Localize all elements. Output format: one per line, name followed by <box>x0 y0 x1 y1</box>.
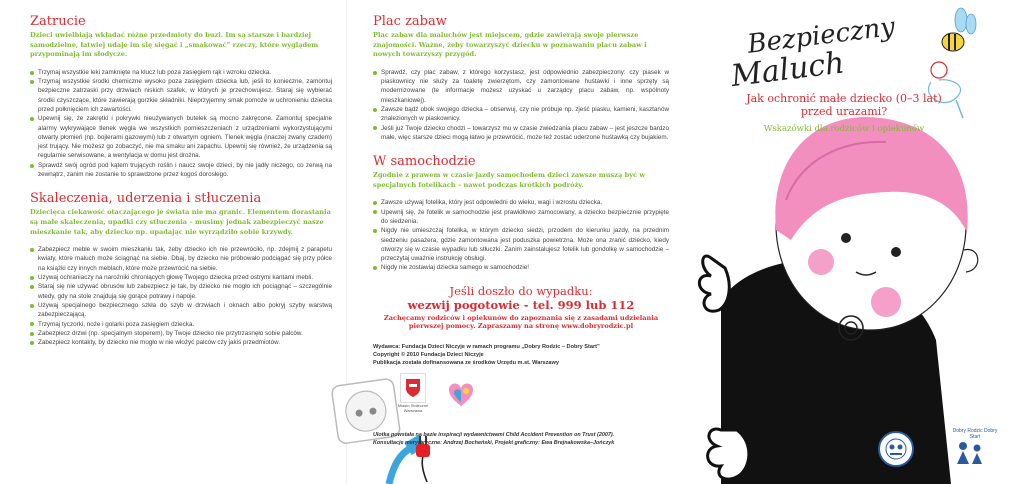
tip-list <box>373 68 669 142</box>
list-item: Trzymaj tyczorki, noże i golarki poza zasięgiem dziecka. <box>30 320 332 329</box>
list-item: Sprawdź swój ogród pod kątem trujących roślin i naucz swoje dzieci, by nie jadły niczego, co zerwą na zewnątrz, zanim nie zostanie to sprawdzone przez kogoś dorosłego. <box>30 161 332 180</box>
section-poisoning <box>30 14 332 179</box>
section-lead: Dzieci uwielbiają wkładać różne przedmioty do buzi. Im są starsze i bardziej samodzielne, łatwiej udaje im się sięgać i „smakować” rzeczy, które wyglądem przypominają im słodycze. <box>30 31 319 59</box>
dobry-rodzic-caption: Dobry Rodzic Dobry Start <box>952 428 998 440</box>
publisher-line: Wydawca: Fundacja Dzieci Niczyje w ramach programu „Dobry Rodzic – Dobry Start” <box>373 343 600 350</box>
emergency-heading: Jeśli doszło do wypadku: <box>449 283 593 298</box>
tip-list <box>30 245 332 347</box>
section-title: Plac zabaw <box>373 14 447 29</box>
list-item: Trzymaj wszystkie leki zamknięte na klucz lub poza zasięgiem rąk i wzroku dziecka. <box>30 68 332 77</box>
fdn-logo-icon <box>877 430 915 468</box>
section-car <box>373 154 669 273</box>
colorful-logo-icon <box>447 382 475 413</box>
credits <box>373 431 614 447</box>
list-item: Używaj specjalnego bezpiecznego szkła do szyb w drzwiach i oknach albo pokryj szyby warstwą zabezpieczającą. <box>30 301 332 320</box>
cover-subtitle: Jak ochronić małe dziecko (0–3 lat) przed urazami? <box>746 92 942 118</box>
warsaw-logo-caption: Miasto Stołeczne Warszawa <box>397 402 429 413</box>
section-lead: Plac zabaw dla maluchów jest miejscem, gdzie zawierają swoje pierwsze znajomości. Ważne, żeby towarzyszyć dziecku w poznawaniu placu zabaw i nowych towarzyszy przygód. <box>373 31 647 59</box>
list-item: Trzymaj wszystkie środki chemiczne wysoko poza zasięgiem dziecka lub, jeśli to konieczne, zamontuj bezpieczne zatrzaski przy drzwiach niskich szafek, w których je przechowujesz. Staraj się wybierać środki czyszczące, które zawierają gorzkie składniki. Nieprzyjemny smak pomoże w uchronieniu dziecka przed połknięciem ich zawartości. <box>30 77 332 114</box>
section-title: Zatrucie <box>30 14 86 29</box>
tip-list <box>30 68 332 180</box>
credits-line: Ulotka powstała na bazie inspiracji wydawnictwami Child Accident Prevention on Trust (2007). <box>373 432 615 438</box>
list-item: Zawsze bądź obok swojego dziecka – obserwuj, czy nie próbuje np. zjeść piasku, kamieni, kasztanów znalezionych w piaskownicy. <box>373 105 669 124</box>
section-title: Skaleczenia, uderzenia i stłuczenia <box>30 191 262 207</box>
list-item: Używaj ochraniaczy na narożniki chroniących głowę Twojego dziecka przed ostrymi kantami mebli. <box>30 273 332 282</box>
copyright-line: Copyright © 2010 Fundacja Dzieci Niczyje <box>373 351 484 358</box>
tip-list <box>373 198 669 272</box>
fdn-logo <box>877 430 915 473</box>
emergency-box <box>373 285 669 331</box>
bee-icon <box>942 8 976 51</box>
list-item: Zabezpiecz drzwi (np. specjalnym stoperem), by Twoje dziecko nie przytrzasnęło sobie palców. <box>30 329 332 338</box>
cover-title-line1: Bezpieczny <box>745 11 897 60</box>
dobry-rodzic-logo <box>951 428 999 471</box>
list-item: Jeśli już Twoje dziecko chodzi – towarzysz mu w czasie zwiedzania placu zabaw – jest jeszcze bardzo małe, więc starsze dzieci mogą łatwo je przewrócić, może też zostać uderzone huśtawką czy bujakiem. <box>373 124 669 143</box>
socket-plug-illustration <box>327 372 447 484</box>
emergency-phone: wezwij pogotowie - tel. 999 lub 112 <box>407 297 635 312</box>
list-item: Upewnij się, że fotelik w samochodzie jest prawidłowo zamocowany, a dziecko bezpiecznie przypięte do siedzenia. <box>373 208 669 227</box>
list-item: Nigdy nie umieszczaj fotelika, w którym dziecko siedzi, przodem do kierunku jazdy, na przednim siedzeniu pasażera, gdzie zamontowana jest poduszka powietrzna. Może ona zranić dziecko, kiedy otworzy się w czasie wypadku lub stłuczki. Zanim zainstalujesz fotelik lub gondolkę w samochodzie – przeczytaj uważnie instrukcję obsługi. <box>373 226 669 263</box>
list-item: Staraj się nie używać obrusów lub zabezpiecz je tak, by dziecko nie mogło ich pociągnąć – szczególnie wtedy, gdy na stole znajdują się gorące potrawy i napoje. <box>30 282 332 301</box>
section-lead: Dziecięca ciekawość otaczającego je świata nie ma granic. Elementem dorastania są małe skaleczenia, upadki czy stłuczenia – musimy jednak zabezpieczyć nasze mieszkanie tak, aby dziecko np. upadając nie wyrządziło sobie krzywdy. <box>30 208 331 236</box>
cover-title-line2: Maluch <box>729 45 847 95</box>
list-item: Zawsze używaj fotelika, który jest odpowiedni do wieku, wagi i wzrostu dziecka. <box>373 198 669 207</box>
cover-tagline: Wskazówki dla rodziców i opiekunów <box>763 124 925 134</box>
list-item: Zabezpiecz meble w swoim mieszkaniu tak, żeby dziecko ich nie przewróciło, np. zdejmij z parapetu kwiaty, które maluch może ściągnąć na siebie. Dbaj, by dziecko nie próbowało podciągać się przy półce na książki czy innych meblach, które może przewrócić na siebie. <box>30 245 332 273</box>
list-item: Nigdy nie zostawiaj dziecka samego w samochodzie! <box>373 263 669 272</box>
credits-line: Konsultacje merytoryczne: Andrzej Bocheński, Projekt graficzny: Ewa Brejnakowska–Jończyk <box>373 440 615 446</box>
list-item: Zabezpiecz kontakty, by dziecko nie mogło w nie włożyć palców czy jakiś przedmiotów. <box>30 338 332 347</box>
family-logo-icon <box>951 440 991 466</box>
list-item: Upewnij się, że zakrętki i pokrywki nieużywanych butelek są mocno zakręcone. Zamontuj specjalne alarmy wykrywające tlenek węgla we wszystkich pomieszczeniach z urządzeniami wykorzystującymi otwarty płomień (np. bojlerami gazowymi) lub z otwartym ogniem. Tlenek węgla (inaczej zwany czadem) jest trujący. Nie możesz go zobaczyć, nie ma smaku ani zapachu. Upewnij się również, że urządzenia są regularnie serwisowane, a wentylacja w domu jest drożna. <box>30 114 332 160</box>
section-playground <box>373 14 669 142</box>
section-title: W samochodzie <box>373 154 476 170</box>
cover-panel <box>681 0 1024 484</box>
funding-line: Publikacja została dofinansowana ze środków Urzędu m.st. Warszawy <box>373 359 559 366</box>
emergency-note: Zachęcamy rodziców i opiekunów do zapoznania się z zasadami udzielania pierwszej pomocy. Zapraszamy na stronę www.dobryrodzic.pl <box>383 313 659 331</box>
section-lead: Zgodnie z prawem w czasie jazdy samochodem dzieci zawsze muszą być w specjalnych fotelikach – nawet podczas krótkich podróży. <box>373 171 645 189</box>
left-panel <box>0 0 346 484</box>
list-item: Sprawdź, czy plac zabaw, z którego korzystasz, jest odpowiednio zabezpieczony: czy piasek w piaskownicy nie służy za toaletę zwierzętom, czy zamontowane huśtawki i inne sprzęty są modernizowane (te informacje możesz uzyskać u zarządcy placu zabaw, np. wspólnoty mieszkaniowej). <box>373 68 669 105</box>
section-injuries <box>30 191 332 347</box>
middle-panel <box>346 0 681 484</box>
publisher-info <box>373 343 669 367</box>
